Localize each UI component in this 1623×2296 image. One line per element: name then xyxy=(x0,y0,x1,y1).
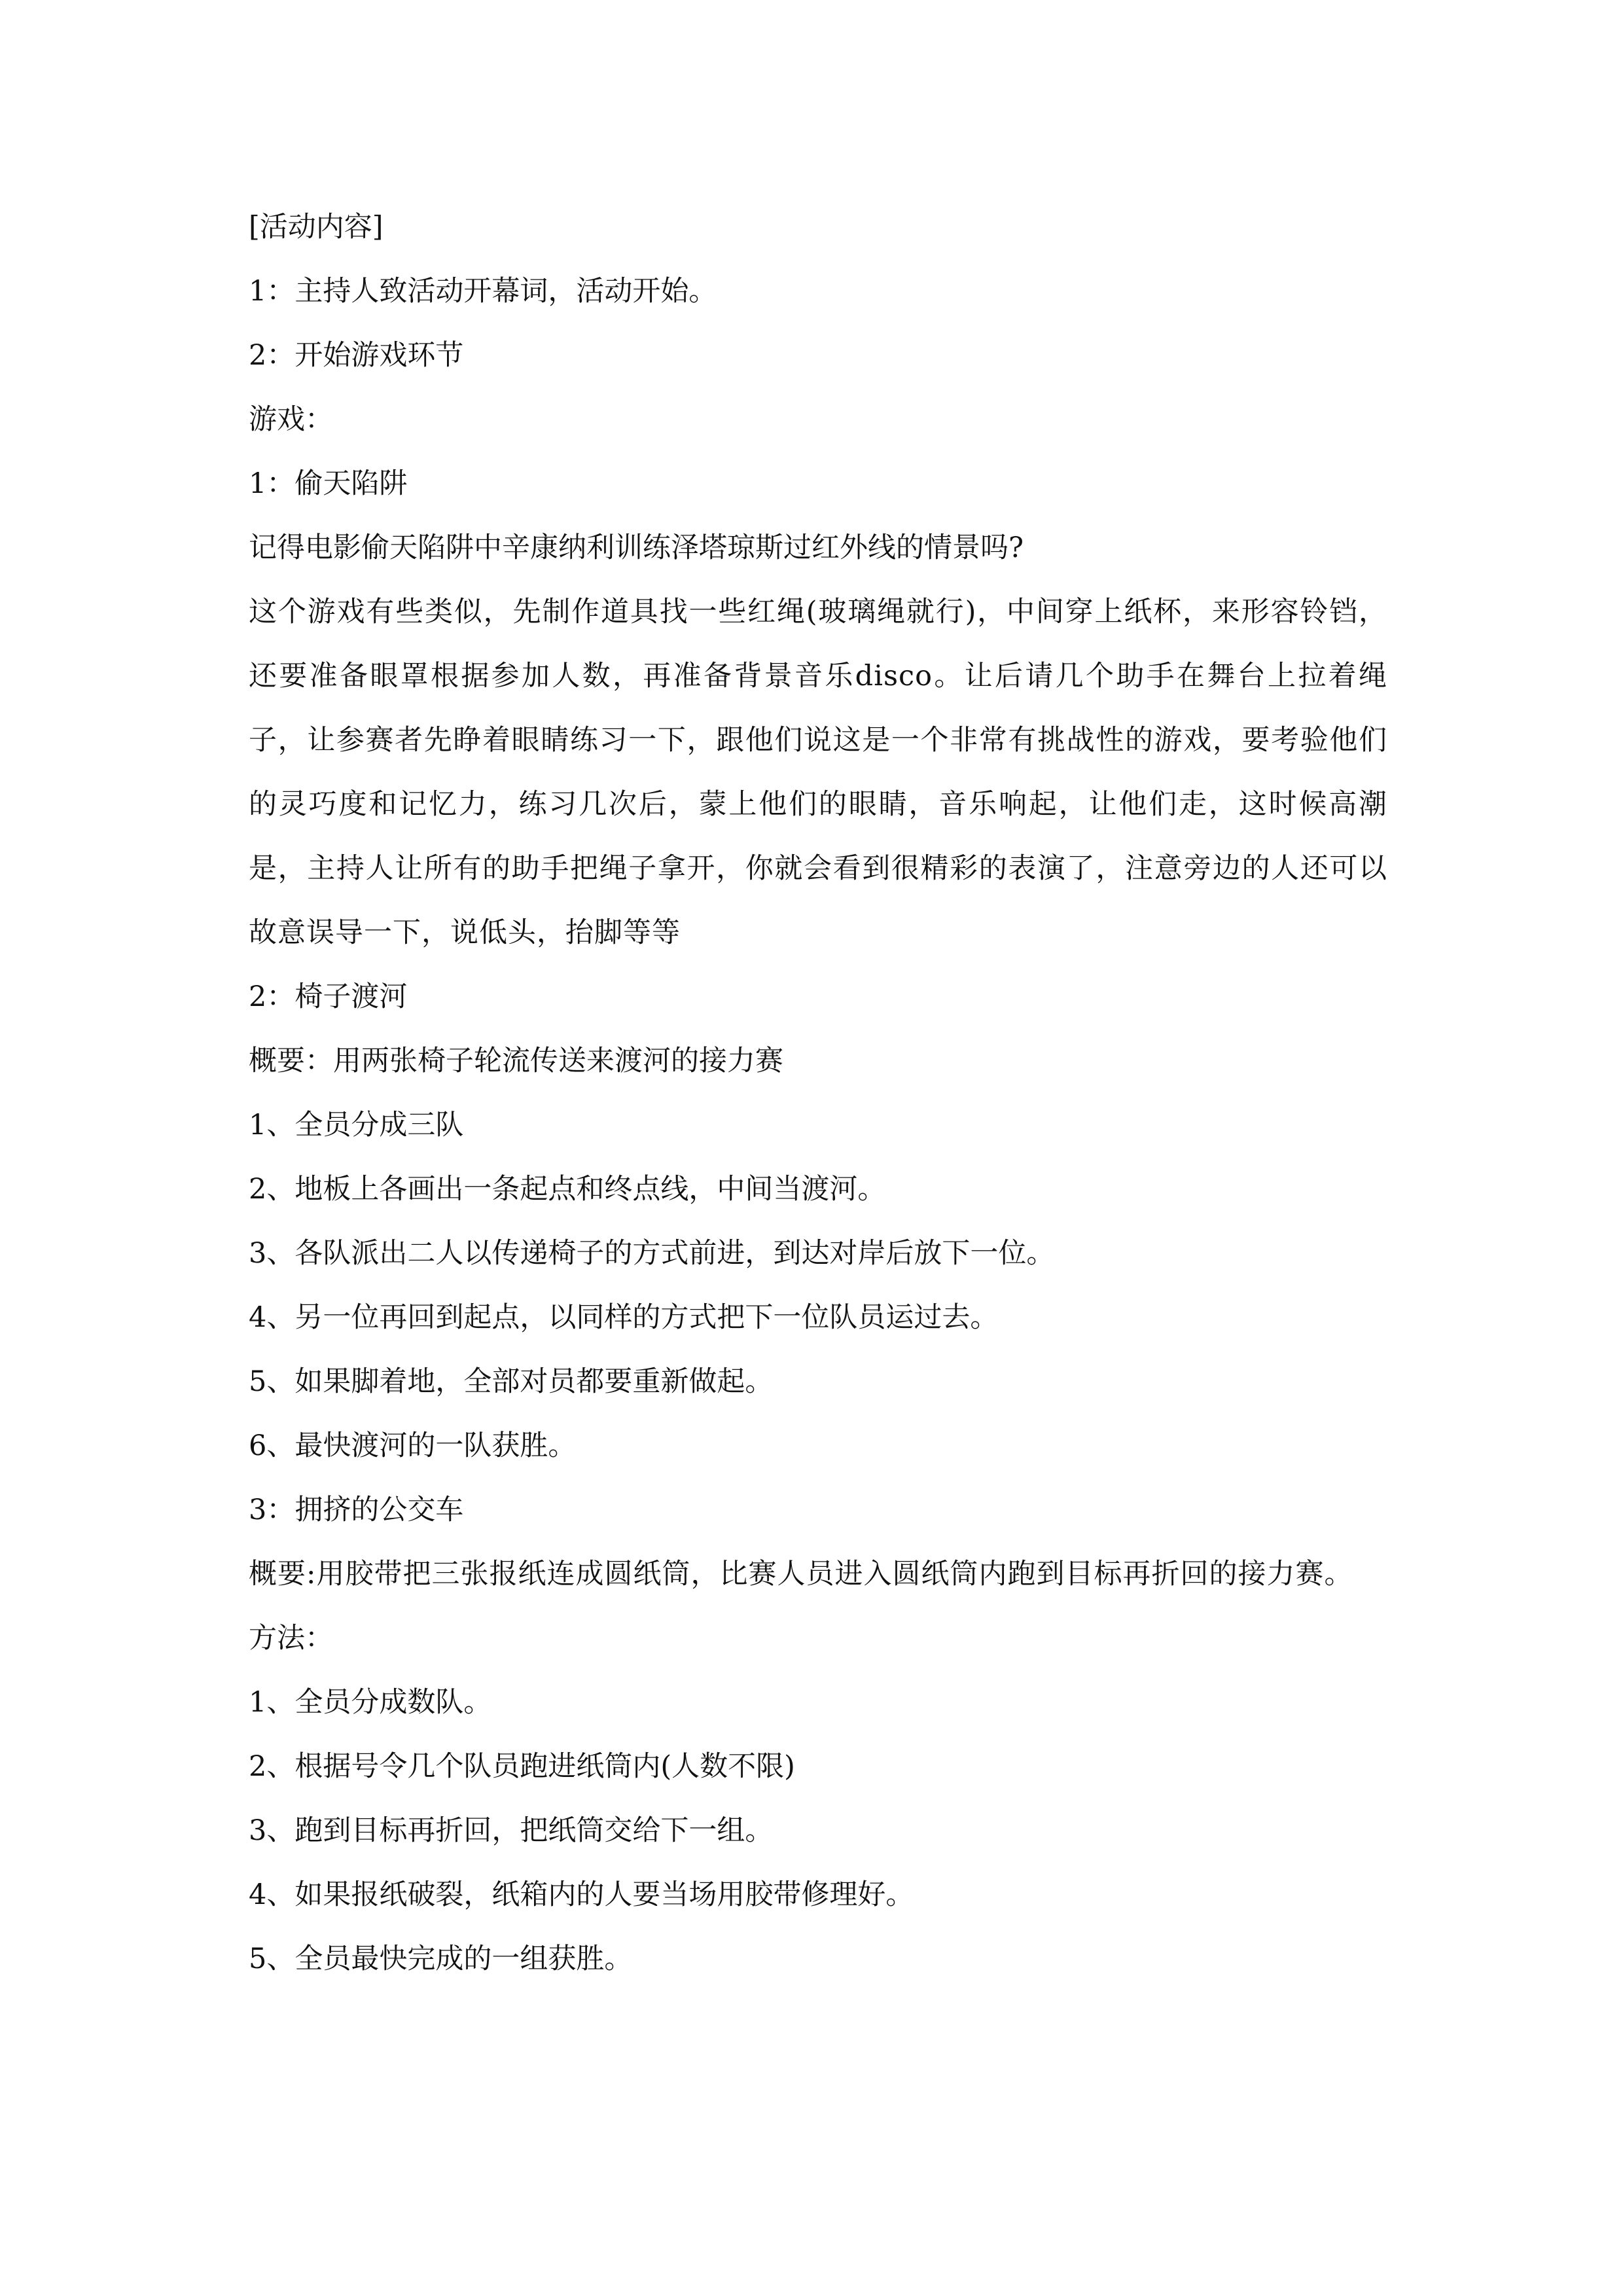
game-description-paragraph: 这个游戏有些类似，先制作道具找一些红绳(玻璃绳就行)，中间穿上纸杯，来形容铃铛，还要准备眼罩根据参加人数，再准备背景音乐disco。让后请几个助手在舞台上拉着绳子，让参赛者先睁着眼睛练习一下，跟他们说这是一个非常有挑战性的游戏，要考验他们的灵巧度和记忆力，练习几次后，蒙上他们的眼睛，音乐响起，让他们走，这时候高潮是，主持人让所有的助手把绳子拿开，你就会看到很精彩的表演了，注意旁边的人还可以故意误导一下，说低头，抬脚等等 xyxy=(249,596,1387,949)
text-line: 2：开始游戏环节 xyxy=(249,339,464,372)
list-item: 5、全员最快完成的一组获胜。 xyxy=(249,1943,633,1975)
list-item: 6、最快渡河的一队获胜。 xyxy=(249,1429,577,1462)
list-item: 2、地板上各画出一条起点和终点线，中间当渡河。 xyxy=(249,1173,886,1206)
document-body xyxy=(249,204,1387,2000)
text-line: 概要：用两张椅子轮流传送来渡河的接力赛 xyxy=(249,1045,783,1077)
text-line: 游戏： xyxy=(249,403,333,436)
list-item: 1、全员分成三队 xyxy=(249,1109,464,1141)
list-item: 4、如果报纸破裂，纸箱内的人要当场用胶带修理好。 xyxy=(249,1878,914,1911)
text-line: 记得电影偷天陷阱中辛康纳利训练泽塔琼斯过红外线的情景吗? xyxy=(249,531,1024,564)
section-heading: [活动内容] xyxy=(249,211,383,243)
list-item: 3、各队派出二人以传递椅子的方式前进，到达对岸后放下一位。 xyxy=(249,1237,1055,1270)
list-item: 1、全员分成数队。 xyxy=(249,1686,492,1719)
summary-paragraph: 概要:用胶带把三张报纸连成圆纸筒，比赛人员进入圆纸筒内跑到目标再折回的接力赛。 xyxy=(249,1558,1353,1590)
game-title: 2：椅子渡河 xyxy=(249,980,408,1013)
game-title: 3：拥挤的公交车 xyxy=(249,1494,464,1526)
text-line: 方法： xyxy=(249,1622,333,1655)
list-item: 5、如果脚着地，全部对员都要重新做起。 xyxy=(249,1365,774,1398)
list-item: 2、根据号令几个队员跑进纸筒内(人数不限) xyxy=(249,1750,795,1783)
game-title: 1：偷天陷阱 xyxy=(249,467,408,500)
text-line: 1：主持人致活动开幕词，活动开始。 xyxy=(249,275,717,308)
list-item: 3、跑到目标再折回，把纸筒交给下一组。 xyxy=(249,1814,774,1847)
list-item: 4、另一位再回到起点，以同样的方式把下一位队员运过去。 xyxy=(249,1301,999,1334)
